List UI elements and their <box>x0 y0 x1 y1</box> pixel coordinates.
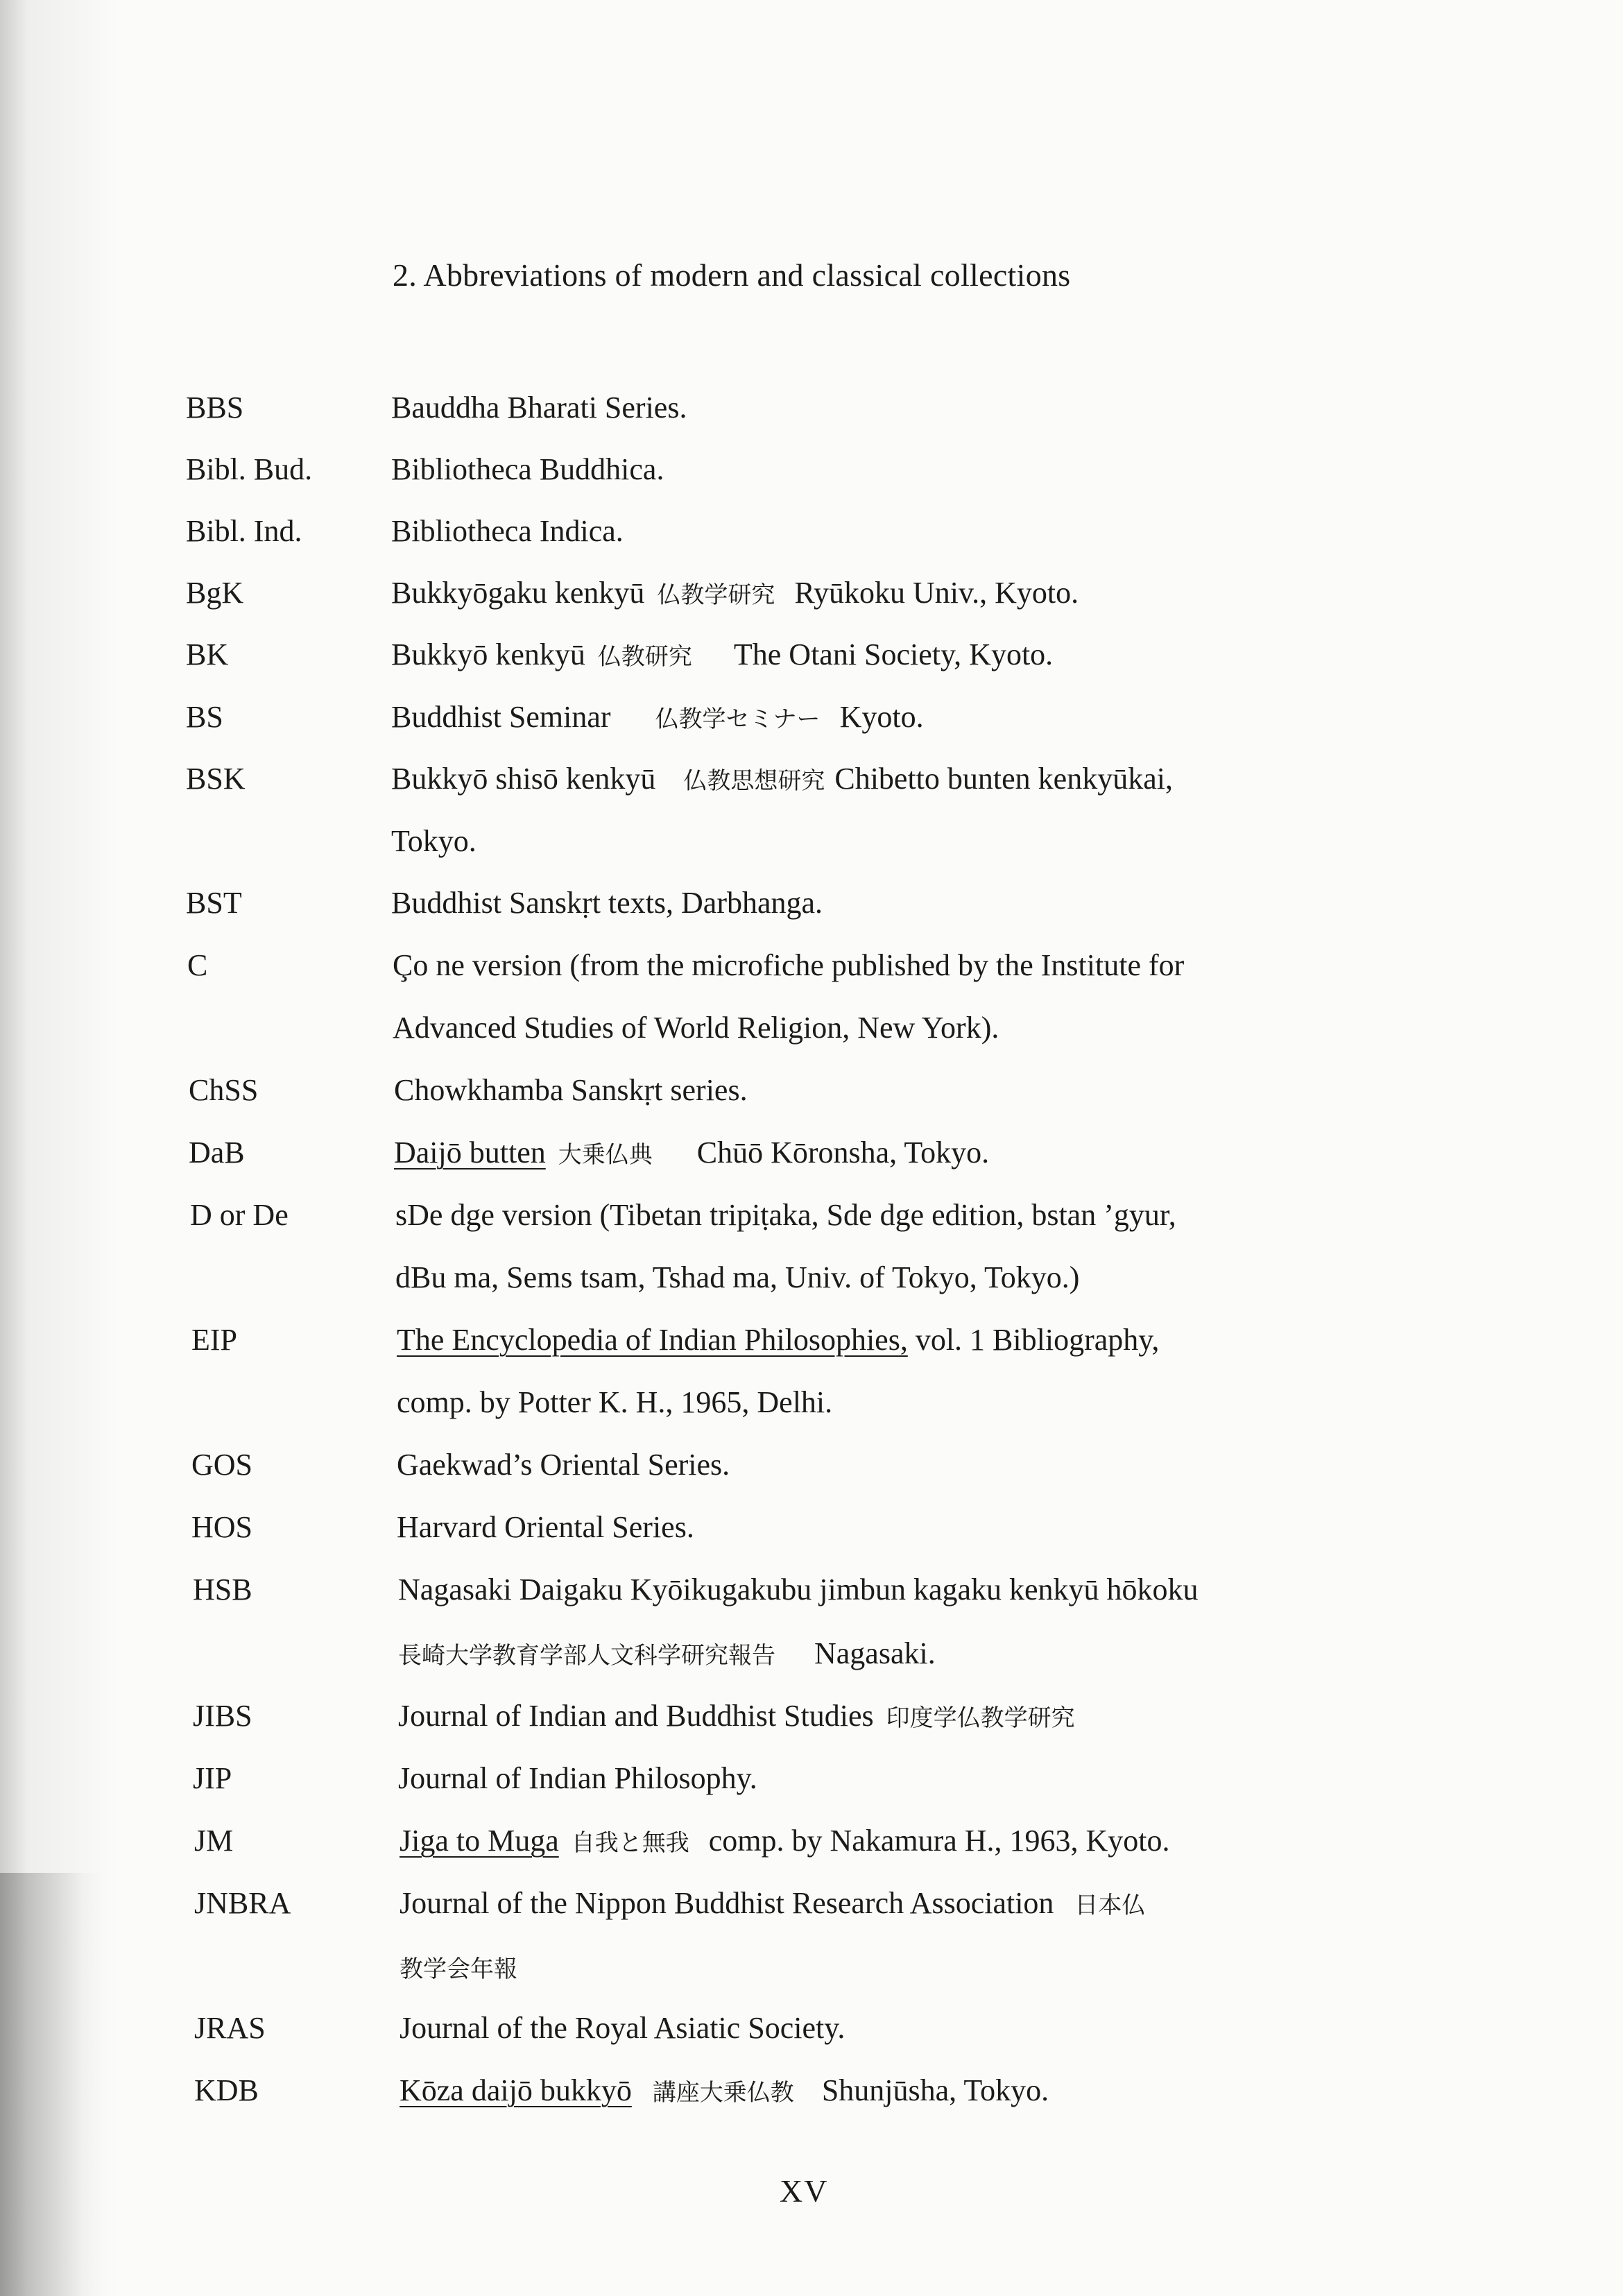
entry-text <box>398 1701 1094 1731</box>
entry-text-title: Bukkyō shisō kenkyū <box>391 762 656 796</box>
entry-text <box>391 454 664 485</box>
entry-text-publisher: Chūō Kōronsha, Tokyo. <box>696 1136 990 1170</box>
entry-abbr: DaB <box>189 1136 245 1170</box>
entry-text <box>393 950 1184 981</box>
entry-text-title: Journal of the Royal Asiatic Society. <box>400 2011 845 2045</box>
entry-text-publisher: The Otani Society, Kyoto. <box>733 637 1054 671</box>
entry-text-continuation <box>400 1952 537 1982</box>
entry-text-japanese: 自我と無我 <box>571 1829 689 1857</box>
entry-text <box>391 702 924 733</box>
entry-text <box>397 1512 694 1543</box>
entry-text-title: Journal of Indian and Buddhist Studies <box>398 1699 874 1733</box>
entry-text-publisher: Nagasaki. <box>814 1636 936 1670</box>
entry-text <box>394 1138 989 1168</box>
entry-text-continuation <box>393 1013 999 1043</box>
entry-text <box>400 2013 845 2044</box>
entry-text-title: Buddhist Sanskṛt texts, Darbhanga. <box>391 886 823 920</box>
entry-abbr: BBS <box>186 391 244 425</box>
entry-abbr: JIBS <box>193 1699 252 1733</box>
entry-text-publisher: comp. by Nakamura H., 1963, Kyoto. <box>708 1824 1170 1858</box>
entry-text-title: dBu ma, Sems tsam, Tshad ma, Univ. of Tokyo, Tokyo.) <box>395 1260 1080 1294</box>
entry-abbr: JM <box>194 1824 234 1858</box>
entry-text <box>398 1763 757 1794</box>
entry-abbr: C <box>187 948 208 982</box>
entry-text-continuation <box>395 1262 1079 1293</box>
entry-text <box>395 1200 1176 1231</box>
entry-abbr: EIP <box>191 1323 237 1357</box>
entry-text-title: Chowkhamba Sanskṛt series. <box>394 1073 748 1107</box>
entry-text-japanese: 教学会年報 <box>400 1955 517 1983</box>
entry-text-japanese: 仏教学研究 <box>657 581 775 609</box>
entry-text-publisher: vol. 1 Bibliography, <box>915 1323 1160 1357</box>
entry-text-title: Kōza daijō bukkyō <box>400 2073 632 2107</box>
entry-text-title: Nagasaki Daigaku Kyōikugakubu jimbun kagaku kenkyū hōkoku <box>398 1573 1199 1607</box>
entry-text <box>397 1450 730 1480</box>
entry-text-title: Bukkyōgaku kenkyū <box>391 576 645 610</box>
entry-abbr: HSB <box>193 1573 252 1607</box>
entry-text-japanese: 仏教学セミナー <box>655 705 821 733</box>
page-number: XV <box>780 2173 829 2209</box>
entry-text <box>400 2075 1049 2106</box>
entry-text-title: Ço ne version (from the microfiche published by the Institute for <box>393 948 1185 982</box>
entry-text-title: The Encyclopedia of Indian Philosophies, <box>397 1323 908 1357</box>
entry-text-title: Gaekwad’s Oriental Series. <box>397 1448 730 1482</box>
entry-abbr: BSK <box>186 762 246 796</box>
entry-abbr: JNBRA <box>194 1886 291 1920</box>
entry-abbr: ChSS <box>189 1073 259 1107</box>
entry-text-publisher: Kyoto. <box>839 700 924 734</box>
entry-text-title: Bukkyō kenkyū <box>391 637 585 671</box>
entry-text-title: Buddhist Seminar <box>391 700 611 734</box>
entry-abbr: BK <box>186 637 229 671</box>
entry-text-japanese: 日本仏 <box>1074 1892 1146 1919</box>
entry-abbr: D or De <box>190 1198 289 1232</box>
entry-text-japanese: 仏教思想研究 <box>683 767 825 795</box>
entry-text-title: Bibliotheca Indica. <box>391 514 624 548</box>
entry-text-title: Journal of Indian Philosophy. <box>398 1761 757 1795</box>
entry-text <box>391 637 1054 671</box>
entry-text <box>394 1075 748 1106</box>
entry-abbr: JRAS <box>194 2011 266 2045</box>
entry-abbr: GOS <box>191 1448 253 1482</box>
entry-abbr: Bibl. Ind. <box>186 514 302 548</box>
entry-text <box>391 516 624 547</box>
entry-text-japanese: 長崎大学教育学部人文科学研究報告 <box>398 1642 775 1670</box>
entry-text-continuation <box>391 826 476 857</box>
entry-text-title: Bibliotheca Buddhica. <box>391 452 664 486</box>
entry-text-title: Advanced Studies of World Religion, New York). <box>393 1011 999 1045</box>
entry-text-title: Journal of the Nippon Buddhist Research Association <box>400 1886 1054 1920</box>
entry-text-japanese: 大乗仏典 <box>558 1141 653 1169</box>
entry-text-continuation <box>397 1387 832 1418</box>
entry-abbr: BST <box>186 886 242 920</box>
entry-abbr: BS <box>186 700 223 734</box>
entry-text-japanese: 仏教研究 <box>597 643 692 671</box>
entry-text <box>400 1826 1170 1856</box>
entry-text <box>391 888 823 918</box>
entry-text-title: Bauddha Bharati Series. <box>391 391 687 425</box>
entry-text <box>391 393 687 423</box>
entry-text <box>398 1575 1199 1605</box>
entry-text-title: sDe dge version (Tibetan tripiṭaka, Sde dge edition, bstan ’gyur, <box>395 1198 1176 1232</box>
entry-text <box>391 764 1173 794</box>
entry-abbr: JIP <box>193 1761 232 1795</box>
entry-text-title: Harvard Oriental Series. <box>397 1510 694 1544</box>
entry-text-publisher: Chibetto bunten kenkyūkai, <box>834 762 1173 796</box>
entry-text-japanese: 印度学仏教学研究 <box>886 1704 1075 1732</box>
entry-text-publisher: Ryūkoku Univ., Kyoto. <box>794 576 1079 610</box>
entry-text-title: Daijō butten <box>394 1136 546 1170</box>
entry-text <box>400 1888 1165 1919</box>
entry-text <box>391 578 1079 608</box>
entry-abbr: BgK <box>186 576 244 610</box>
entry-abbr: HOS <box>191 1510 253 1544</box>
entry-text-continuation <box>398 1638 936 1669</box>
entry-text-title: Tokyo. <box>391 824 476 858</box>
entry-abbr: KDB <box>194 2073 259 2107</box>
entry-text-title: Jiga to Muga <box>400 1824 559 1858</box>
entry-text-publisher: Shunjūsha, Tokyo. <box>821 2073 1049 2107</box>
section-heading: 2. Abbreviations of modern and classical collections <box>393 257 1071 293</box>
entry-text-japanese: 講座大乗仏教 <box>652 2079 794 2107</box>
entry-abbr: Bibl. Bud. <box>186 452 313 486</box>
entry-text <box>397 1325 1159 1355</box>
entry-text-title: comp. by Potter K. H., 1965, Delhi. <box>397 1385 833 1419</box>
